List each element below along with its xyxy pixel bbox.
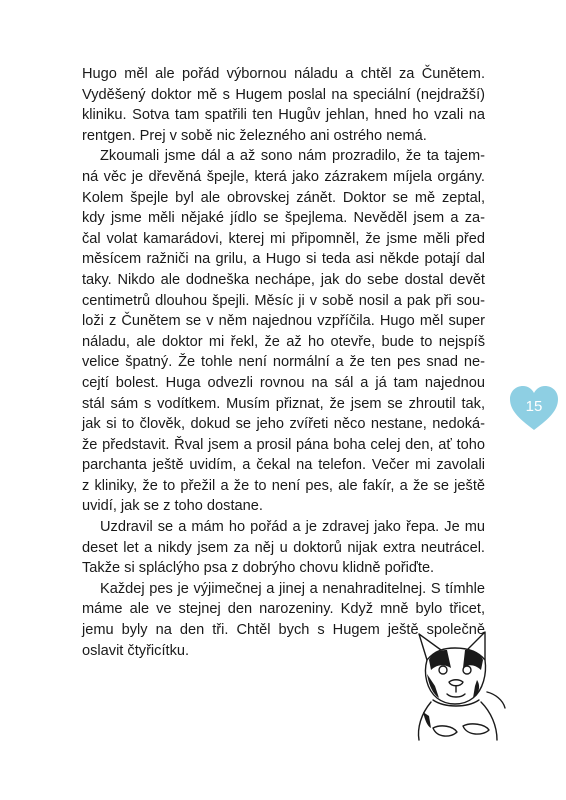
text-line: Každej pes je výjimečnej a jinej a nenahraditelnej. S tímhle (100, 580, 485, 597)
text-line: loži z Čunětem se v něm najednou vzpříčila. Hugo měl super (82, 313, 485, 330)
text-line: Zkoumali jsme dál a až sono nám prozradilo, že ta tajem- (100, 148, 485, 165)
text-line: čal volat kamarádovi, kterej mi připomněl, že jsme měli před (82, 230, 485, 247)
text-line: ná věc je dřevěná špejle, která jako zázrakem míjela orgány. (82, 168, 485, 185)
dog-illustration (405, 630, 507, 742)
text-line: Takže si spláclýho psa z dobrýho chovu klidně pořiďte. (82, 560, 435, 577)
text-line: že představit. Řval jsem a prosil pána boha celej den, ať toho (82, 436, 485, 453)
text-line: jemu byly na den tři. Chtěl bych s Hugem ještě společně (82, 622, 485, 639)
text-line: rentgen. Prej v sobě nic železného ani ostrého nemá. (82, 127, 427, 144)
text-line: cejtí bolest. Huga odvezli rovnou na sál a já tam najednou (82, 374, 485, 391)
text-line: centimetrů dlouhou špejli. Měsíc ji v sobě nosil a pak při sou- (82, 292, 485, 309)
text-line: z kliniky, že to přežil a že to není pes, ale fakír, a že se ještě (82, 477, 485, 494)
text-line: velice špatný. Že tohle není normální a že ten pes snad ne- (82, 354, 485, 371)
text-line: taky. Nikdo ale dodneška nechápe, jak do sebe dostal devět (82, 271, 485, 288)
text-line: kdy jsme měli nějaké jídlo se špejlema. Nevěděl jsem a za- (82, 210, 485, 227)
text-line: máme ale ve stejnej den narozeniny. Když mně bylo třicet, (82, 601, 485, 618)
text-line: Kolem špejle byl ale obrovskej zánět. Doktor se mě zeptal, (82, 189, 485, 206)
text-line: měsícem ražniči na grilu, a Hugo si teda asi někde potají dal (82, 251, 485, 268)
text-line: parchanta ještě uvidím, a čekal na telefon. Večer mi zavolali (82, 457, 485, 474)
text-line: deset let a nikdy jsem za něj u doktorů nijak extra neutrácel. (82, 539, 485, 556)
text-line: stál sám s vodítkem. Musím přiznat, že jsem se zhroutil tak, (82, 395, 485, 412)
page-number-heart (508, 384, 560, 432)
text-line: oslavit čtyřicítku. (82, 642, 190, 659)
text-line: náladu, ale doktor mi řekl, že až ho otevře, bude to nejspíš (82, 333, 485, 350)
text-line: Vyděšený doktor mě s Hugem poslal na speciální (nejdražší) (82, 86, 485, 103)
text-line: Hugo měl ale pořád výbornou náladu a chtěl za Čunětem. (82, 66, 485, 82)
page-number: 15 (525, 398, 543, 415)
text-line: Uzdravil se a mám ho pořád a je zdravej jako řepa. Je mu (100, 519, 485, 536)
text-line: uvidí, jak se z toho dostane. (82, 498, 263, 515)
page-text (82, 64, 485, 661)
text-line: kliniku. Sotva tam spatřili ten Hugův jehlan, hned ho vzali na (82, 107, 485, 124)
text-line: jak si to člověk, dokud se jeho zvířeti něco nestane, nedoká- (82, 416, 485, 433)
